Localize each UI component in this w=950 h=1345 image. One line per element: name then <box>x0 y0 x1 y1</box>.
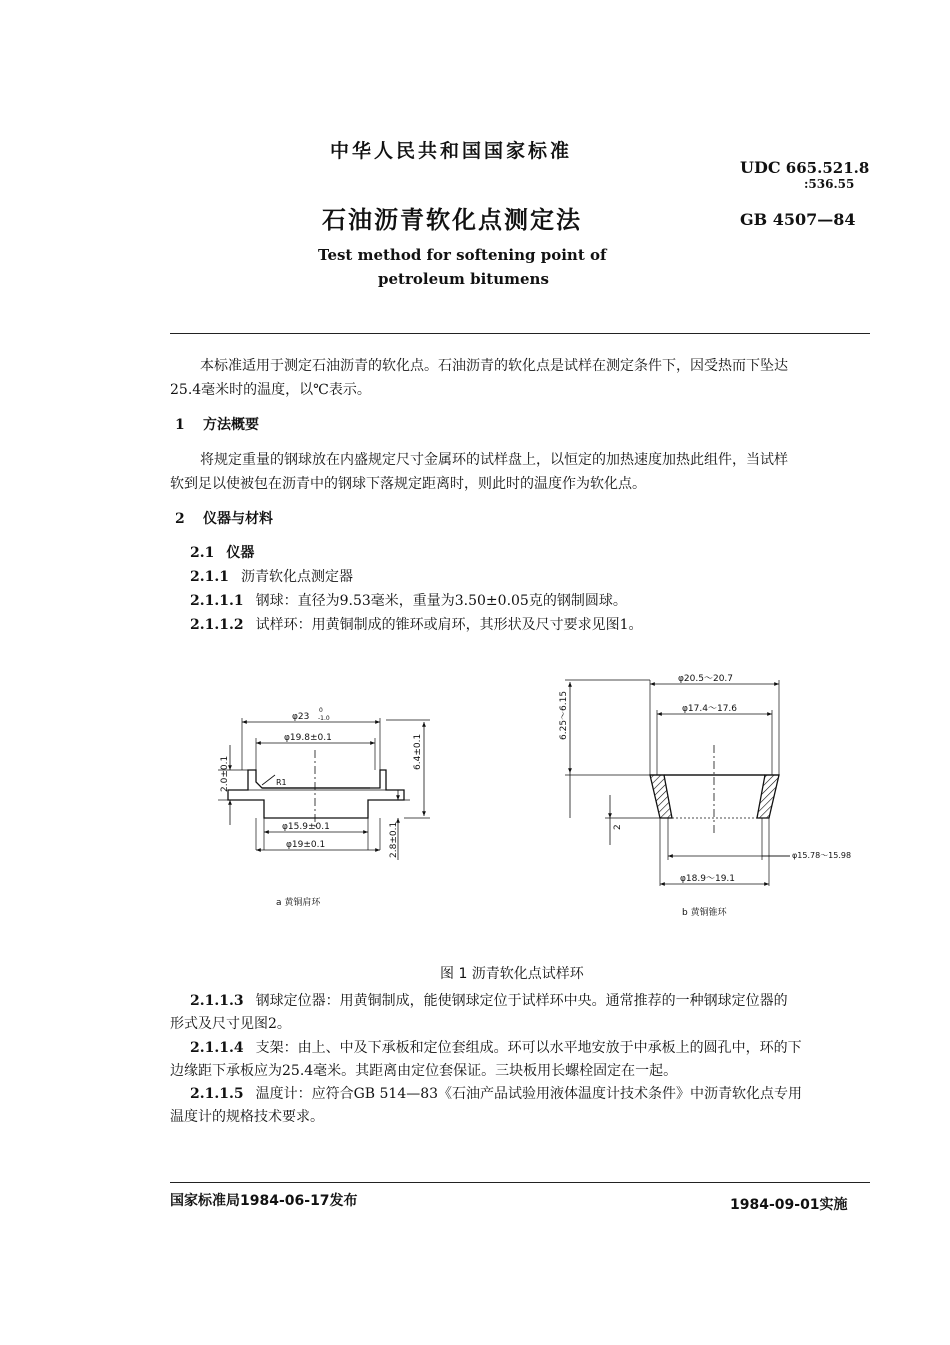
figure-1-caption: 图 1 沥青软化点试样环 <box>440 966 584 982</box>
clause-2-1-1-5-line-1: 温度计：应符合GB 514—83《石油产品试验用液体温度计技术条件》中沥青软化点专用 <box>255 1086 803 1102</box>
fig-b-h-total: 6.25～6.15 <box>559 690 569 740</box>
fig-a-d-bottom: φ15.9±0.1 <box>282 822 330 832</box>
document-title-en-line-2: petroleum bitumens <box>378 270 549 288</box>
gb-number: GB 4507—84 <box>740 210 856 229</box>
intro-line-1: 本标准适用于测定石油沥青的软化点。石油沥青的软化点是试样在测定条件下，因受热而下坠达 <box>200 358 788 374</box>
fig-a-d-outer-tol-top: 0 <box>319 707 323 714</box>
fig-a-h-total: 6.4±0.1 <box>413 733 423 770</box>
clause-2-1-1-3-number: 2.1.1.3 <box>190 993 244 1009</box>
fig-a-d-outer-tol: -1.0 <box>318 715 330 722</box>
fig-a-radius: R1 <box>276 778 287 787</box>
clause-2-1-1-2-number: 2.1.1.2 <box>190 617 244 633</box>
clause-2-1-1-2-text: 试样环：用黄铜制成的锥环或肩环，其形状及尺寸要求见图1。 <box>255 617 643 633</box>
udc-line-2: :536.55 <box>804 177 855 191</box>
fig-b-d-bottom: φ15.78～15.98 <box>792 851 852 860</box>
figure-a-caption: a 黄铜肩环 <box>276 898 321 908</box>
document-title-cn: 石油沥青软化点测定法 <box>322 206 582 234</box>
clause-2-1-1-4 <box>190 1037 870 1057</box>
fig-b-d-inner: φ17.4～17.6 <box>682 704 738 714</box>
fig-a-d-outer: φ23 <box>292 712 310 722</box>
issued-date: 国家标准局1984-06-17发布 <box>170 1193 358 1209</box>
clause-2-1-1-number: 2.1.1 <box>190 569 229 585</box>
clause-2-1-1-4-line-1: 支架：由上、中及下承板和定位套组成。环可以水平地安放于中承板上的圆孔中，环的下 <box>255 1040 802 1056</box>
clause-2-1-1-1-number: 2.1.1.1 <box>190 593 244 609</box>
clause-2-1-1-3-line-2: 形式及尺寸见图2。 <box>170 1016 291 1032</box>
clause-2-1-1-3 <box>190 990 870 1010</box>
fig-a-h-base: 2.8±0.1 <box>389 821 399 858</box>
effective-date: 1984-09-01实施 <box>730 1197 848 1213</box>
section-1-title: 方法概要 <box>203 417 259 433</box>
fig-a-d-base: φ19±0.1 <box>286 840 326 850</box>
section-1-line-1: 将规定重量的钢球放在内盛规定尺寸金属环的试样盘上，以恒定的加热速度加热此组件，当试样 <box>200 452 788 468</box>
fig-b-d-base: φ18.9～19.1 <box>680 874 736 884</box>
fig-a-d-inner: φ19.8±0.1 <box>284 733 332 743</box>
clause-2-1-1-5-line-2: 温度计的规格技术要求。 <box>170 1109 324 1125</box>
intro-line-2: 25.4毫米时的温度，以℃表示。 <box>170 382 371 398</box>
clause-2-1-1-5-number: 2.1.1.5 <box>190 1086 244 1102</box>
clause-2-1-1-text: 沥青软化点测定器 <box>240 569 353 585</box>
section-2-number: 2 <box>175 511 185 527</box>
figure-b-cone-ring <box>565 680 790 886</box>
clause-2-1-1-4-number: 2.1.1.4 <box>190 1040 244 1056</box>
national-standard-label: 中华人民共和国国家标准 <box>330 140 573 162</box>
fig-b-d-outer: φ20.5～20.7 <box>678 674 734 684</box>
fig-a-h-shoulder: 2.0±0.1 <box>220 755 230 792</box>
udc-line-1: 665.521.8 <box>785 159 870 177</box>
section-2-title: 仪器与材料 <box>203 511 273 527</box>
fig-b-h-low: 2 <box>613 824 623 830</box>
clause-2-1-1-5 <box>190 1083 870 1103</box>
udc-label: UDC <box>740 158 781 177</box>
document-title-en-line-1: Test method for softening point of <box>318 246 607 264</box>
clause-2-1-1-3-line-1: 钢球定位器：用黄铜制成，能使钢球定位于试样环中央。通常推荐的一种钢球定位器的 <box>255 993 788 1009</box>
clause-2-1-1-1-text: 钢球：直径为9.53毫米，重量为3.50±0.05克的钢制圆球。 <box>255 593 627 609</box>
footer-rule <box>170 1182 870 1183</box>
clause-2-1-1-4-line-2: 边缘距下承板应为25.4毫米。其距离由定位套保证。三块板用长螺栓固定在一起。 <box>170 1063 678 1079</box>
section-1-line-2: 软到足以使被包在沥青中的钢球下落规定距离时，则此时的温度作为软化点。 <box>170 476 646 492</box>
clause-2-1-text: 仪器 <box>226 545 255 561</box>
section-1-number: 1 <box>175 417 185 433</box>
figure-b-caption: b 黄铜锥环 <box>682 908 727 918</box>
clause-2-1-number: 2.1 <box>190 545 215 561</box>
